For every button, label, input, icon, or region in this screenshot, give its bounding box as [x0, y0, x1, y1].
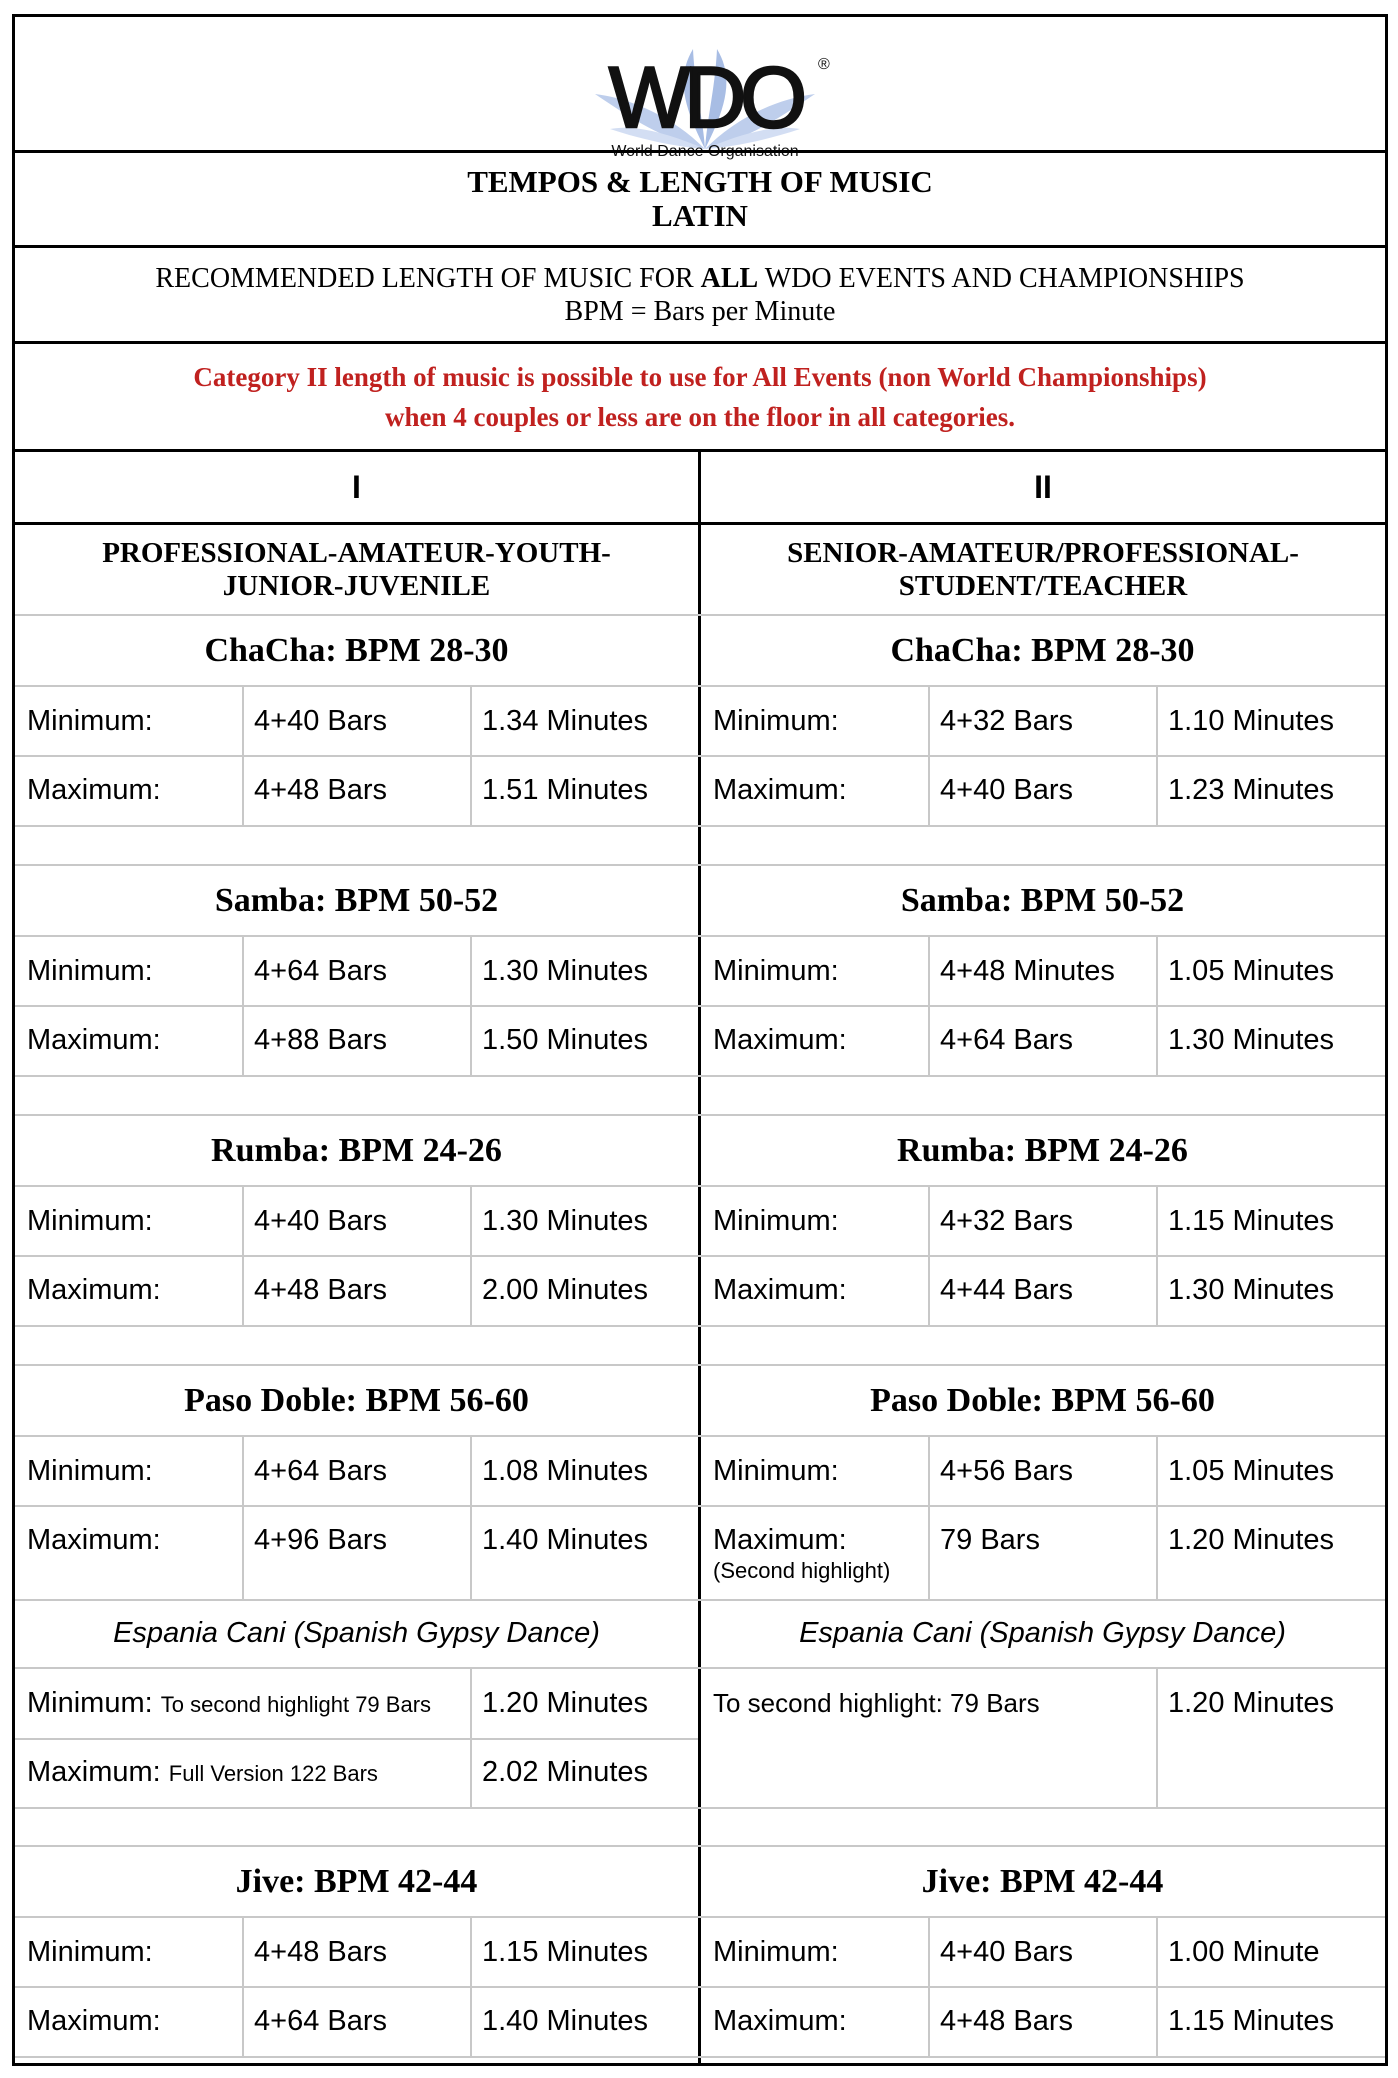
- chacha-max-c2-cell1: Maximum:: [713, 774, 847, 806]
- paso-min-c1-cell2: 4+64 Bars: [254, 1455, 388, 1487]
- espania-c1-max-part: Full Version 122 Bars: [168, 1761, 378, 1786]
- espania-c1-max: [27, 1755, 378, 1791]
- jive-max-c1-cell1: Maximum:: [27, 2005, 161, 2037]
- paso-max-c1-cell1: Maximum:: [27, 1524, 161, 1556]
- paso-min-c1-cell1: Minimum:: [27, 1455, 153, 1487]
- rec-post: WDO EVENTS AND CHAMPIONSHIPS: [758, 262, 1245, 294]
- rumba-max-c1-cell1: Maximum:: [27, 1274, 161, 1306]
- jive-max-c1-cell2: 4+64 Bars: [254, 2005, 388, 2037]
- category-notice: [15, 344, 1385, 449]
- paso-max-c1-cell2: 4+96 Bars: [254, 1524, 388, 1556]
- paso-min-c2-cell3: 1.05 Minutes: [1168, 1455, 1335, 1487]
- notice-line-1: Category II length of music is possible to use for All Events (non World Championships): [193, 361, 1207, 392]
- chacha-min-c2-cell3: 1.10 Minutes: [1168, 705, 1335, 737]
- chacha-min-c2-cell2: 4+32 Bars: [940, 705, 1074, 737]
- jive-min-c2-cell3: 1.00 Minute: [1168, 1936, 1320, 1968]
- jive-min-c1-cell3: 1.15 Minutes: [482, 1936, 649, 1968]
- espania-c1-max-time: 2.02 Minutes: [482, 1756, 649, 1788]
- paso-min-c1-cell3: 1.08 Minutes: [482, 1455, 649, 1487]
- paso-max-note: (Second highlight): [713, 1558, 891, 1583]
- samba-max-c1-cell1: Maximum:: [27, 1024, 161, 1056]
- rumba-max-c1-cell3: 2.00 Minutes: [482, 1274, 649, 1306]
- samba-min-c1-cell2: 4+64 Bars: [254, 955, 388, 987]
- rumba-min-c1-cell3: 1.30 Minutes: [482, 1205, 649, 1237]
- samba-min-c2-cell1: Minimum:: [713, 955, 839, 987]
- samba-min-c2-cell3: 1.05 Minutes: [1168, 955, 1335, 987]
- rumba-min-c2-cell2: 4+32 Bars: [940, 1205, 1074, 1237]
- rec-pre: RECOMMENDED LENGTH OF MUSIC FOR: [155, 262, 701, 294]
- paso-min-c2-cell1: Minimum:: [713, 1455, 839, 1487]
- rumba-max-c2-cell3: 1.30 Minutes: [1168, 1274, 1335, 1306]
- chacha-max-c2-cell3: 1.23 Minutes: [1168, 774, 1335, 806]
- samba-min-c2-cell2: 4+48 Minutes: [940, 955, 1115, 987]
- rumba-min-c1-cell2: 4+40 Bars: [254, 1205, 388, 1237]
- samba-max-c2-cell3: 1.30 Minutes: [1168, 1024, 1335, 1056]
- samba-max-c1-cell2: 4+88 Bars: [254, 1024, 388, 1056]
- paso-max-c2-cell2: 79 Bars: [940, 1524, 1040, 1556]
- jive-max-c2-cell2: 4+48 Bars: [940, 2005, 1074, 2037]
- registered-mark: ®: [818, 56, 830, 73]
- recommendation-line-1: [155, 262, 1244, 295]
- rumba-max-c1-cell2: 4+48 Bars: [254, 1274, 388, 1306]
- chacha-max-c1-cell3: 1.51 Minutes: [482, 774, 649, 806]
- jive-max-c2-cell3: 1.15 Minutes: [1168, 2005, 1335, 2037]
- rumba-title-col2: Rumba: BPM 24-26: [897, 1132, 1188, 1169]
- samba-max-c2-cell2: 4+64 Bars: [940, 1024, 1074, 1056]
- column-2-numeral: II: [1034, 468, 1052, 505]
- rumba-min-c1-cell1: Minimum:: [27, 1205, 153, 1237]
- jive-min-c1-cell2: 4+48 Bars: [254, 1936, 388, 1968]
- samba-max-c2-cell1: Maximum:: [713, 1024, 847, 1056]
- page-title: [15, 153, 1385, 245]
- paso-min-c2-cell2: 4+56 Bars: [940, 1455, 1074, 1487]
- tempo-sheet: [12, 14, 1388, 2066]
- jive-min-c1-cell1: Minimum:: [27, 1936, 153, 1968]
- chacha-min-c1-cell2: 4+40 Bars: [254, 705, 388, 737]
- paso-max-c1-cell3: 1.40 Minutes: [482, 1524, 649, 1556]
- paso-title-col2: Paso Doble: BPM 56-60: [870, 1382, 1215, 1419]
- espania-c1-max-part: Maximum:: [27, 1756, 169, 1788]
- chacha-min-c2-cell1: Minimum:: [713, 705, 839, 737]
- column-1-heading: [15, 537, 698, 603]
- samba-min-c1-cell1: Minimum:: [27, 955, 153, 987]
- espania-c1-min-time: 1.20 Minutes: [482, 1687, 649, 1719]
- title-line-1: TEMPOS & LENGTH OF MUSIC: [467, 164, 933, 199]
- rumba-max-c2-cell1: Maximum:: [713, 1274, 847, 1306]
- jive-min-c2-cell2: 4+40 Bars: [940, 1936, 1074, 1968]
- jive-min-c2-cell1: Minimum:: [713, 1936, 839, 1968]
- espania-c1-min: [27, 1686, 431, 1722]
- samba-max-c1-cell3: 1.50 Minutes: [482, 1024, 649, 1056]
- espania-title-col1: Espania Cani (Spanish Gypsy Dance): [113, 1617, 600, 1649]
- column-1-heading-line-1: PROFESSIONAL-AMATEUR-YOUTH-: [102, 537, 611, 569]
- samba-min-c1-cell3: 1.30 Minutes: [482, 955, 649, 987]
- chacha-max-c1-cell2: 4+48 Bars: [254, 774, 388, 806]
- recommendation-line-2: BPM = Bars per Minute: [564, 295, 836, 327]
- rumba-max-c2-cell2: 4+44 Bars: [940, 1274, 1074, 1306]
- paso-title-col1: Paso Doble: BPM 56-60: [184, 1382, 529, 1419]
- espania-c1-min-part: To second highlight 79 Bars: [160, 1692, 432, 1717]
- chacha-title-col1: ChaCha: BPM 28-30: [204, 632, 509, 669]
- jive-max-c1-cell3: 1.40 Minutes: [482, 2005, 649, 2037]
- jive-title-col2: Jive: BPM 42-44: [921, 1863, 1164, 1900]
- rumba-min-c2-cell3: 1.15 Minutes: [1168, 1205, 1335, 1237]
- column-1-numeral: I: [352, 468, 361, 505]
- column-2-heading-line-2: STUDENT/TEACHER: [898, 570, 1188, 602]
- chacha-min-c1-cell1: Minimum:: [27, 705, 153, 737]
- chacha-min-c1-cell3: 1.34 Minutes: [482, 705, 649, 737]
- samba-title-col1: Samba: BPM 50-52: [214, 882, 499, 919]
- jive-title-col1: Jive: BPM 42-44: [235, 1863, 478, 1900]
- rumba-min-c2-cell1: Minimum:: [713, 1205, 839, 1237]
- chacha-title-col2: ChaCha: BPM 28-30: [890, 632, 1195, 669]
- notice-line-2: when 4 couples or less are on the floor in all categories.: [385, 401, 1015, 432]
- paso-max-c2-cell3: 1.20 Minutes: [1168, 1524, 1335, 1556]
- jive-max-c2-cell1: Maximum:: [713, 2005, 847, 2037]
- espania-c2-time: 1.20 Minutes: [1168, 1687, 1335, 1719]
- espania-c1-min-part: Minimum:: [27, 1687, 161, 1719]
- paso-max-c2-cell1: Maximum:: [713, 1524, 847, 1556]
- espania-title-col2: Espania Cani (Spanish Gypsy Dance): [799, 1617, 1286, 1649]
- rumba-title-col1: Rumba: BPM 24-26: [211, 1132, 502, 1169]
- title-line-2: LATIN: [652, 198, 748, 233]
- logo-mark: WDO: [608, 50, 802, 146]
- chacha-max-c2-cell2: 4+40 Bars: [940, 774, 1074, 806]
- recommendation-text: [15, 248, 1385, 341]
- column-1-heading-line-2: JUNIOR-JUVENILE: [222, 570, 491, 602]
- samba-title-col2: Samba: BPM 50-52: [900, 882, 1185, 919]
- chacha-max-c1-cell1: Maximum:: [27, 774, 161, 806]
- rec-emph: ALL: [700, 262, 759, 294]
- column-2-heading-line-1: SENIOR-AMATEUR/PROFESSIONAL-: [787, 537, 1299, 569]
- column-2-heading: [701, 537, 1385, 603]
- espania-c2-detail: To second highlight: 79 Bars: [713, 1688, 1040, 1718]
